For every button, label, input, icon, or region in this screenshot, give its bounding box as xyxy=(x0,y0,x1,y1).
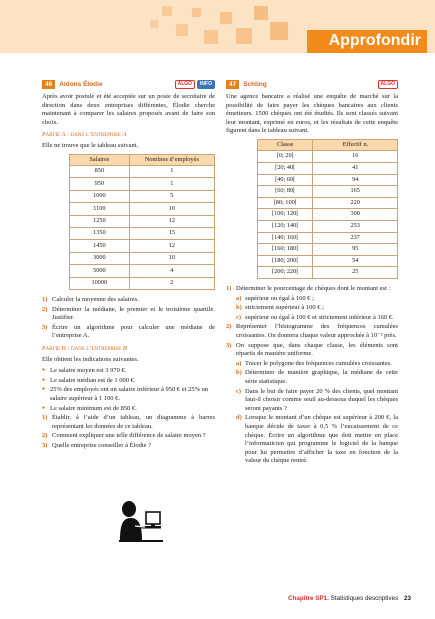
footer-chapter: Chapitre SP1. xyxy=(287,595,329,602)
part-b-questions xyxy=(42,414,215,450)
cheque-class-table xyxy=(257,139,398,279)
table-cell: 850 xyxy=(70,166,130,178)
table-cell: 165 xyxy=(313,186,398,198)
sub-question: c) Dans le but de faire payer 20 % des clients, quel montant faut-il choisir comme seuil au-dessous duquel les chèques seront payants ? xyxy=(236,387,398,412)
exercise-intro: Une agence bancaire a réalisé une enquête de marché sur la possibilité de faire payer les chèques bancaires aux clients émetteurs. 1500 chèques ont été étudiés. Ils sont classés suivant leur montant, exprimé en euros, et les résultats de cette enquête figurent dans le tableau suivant. xyxy=(226,93,398,135)
table-row xyxy=(70,277,215,289)
page-footer xyxy=(288,595,411,602)
page-title: Approfondir xyxy=(328,32,421,49)
bullet-icon: ● xyxy=(42,405,46,411)
table-cell: [60; 80[ xyxy=(258,186,313,198)
table-cell: 1100 xyxy=(70,203,130,215)
table-row xyxy=(258,174,398,186)
sub-question: a) Tracer le polygone des fréquences cumulées croissantes. xyxy=(236,359,392,367)
badges xyxy=(173,80,215,89)
table-cell: 1450 xyxy=(70,240,130,252)
table-row xyxy=(70,265,215,277)
table-cell: 41 xyxy=(313,163,398,175)
table-row xyxy=(258,186,398,198)
question: 3) Écrire un algorithme pour calculer une médiane de l’entreprise A. xyxy=(42,323,215,340)
bullet-icon: ● xyxy=(42,387,46,393)
table-cell: 5000 xyxy=(70,265,130,277)
table-row xyxy=(258,244,398,256)
table-row xyxy=(70,252,215,264)
table-cell: [40; 60[ xyxy=(258,174,313,186)
bullet-icon: ● xyxy=(42,377,46,383)
table-cell: [160; 180[ xyxy=(258,244,313,256)
table-row xyxy=(70,203,215,215)
exercise-47-header xyxy=(226,80,398,90)
table-cell: 950 xyxy=(70,178,130,190)
column-header: Effectif nᵢ xyxy=(313,139,398,151)
table-row xyxy=(258,267,398,279)
part-b-bullets xyxy=(42,367,215,413)
exercise-46 xyxy=(42,80,215,451)
question-3-subs xyxy=(226,360,398,466)
table-cell: 25 xyxy=(313,267,398,279)
sub-question: b) strictement supérieur à 100 € ; xyxy=(236,304,324,312)
table-row xyxy=(258,255,398,267)
table-cell: [80; 100[ xyxy=(258,197,313,209)
table-cell: 5 xyxy=(129,190,214,202)
part-b-intro: Elle obtient les indications suivantes. xyxy=(42,355,139,363)
table-cell: 1350 xyxy=(70,228,130,240)
part-a-intro: Elle ne trouve que le tableau suivant. xyxy=(42,141,139,149)
table-row xyxy=(258,151,398,163)
salary-table xyxy=(69,154,215,290)
question-1-subs xyxy=(226,295,398,323)
header-band xyxy=(0,0,435,53)
bullet-item: ● Le salaire médian est de 1 000 €. xyxy=(42,376,136,384)
table-cell: 54 xyxy=(313,255,398,267)
table-cell: 10 xyxy=(129,252,214,264)
table-cell: 10000 xyxy=(70,277,130,289)
question-2: 2) Représenter l’histogramme des fréquences cumulées croissantes. On donnera chaque valeur approchée à 10⁻² près. xyxy=(226,323,398,339)
table-cell: 94 xyxy=(313,174,398,186)
algo-badge: ALGO xyxy=(378,80,398,89)
question: 1) Établir, à l’aide d’un tableau, un diagramme à barres représentant les données de ce tableau. xyxy=(42,414,215,430)
bullet-item: ● Le salaire moyen est 3 970 €. xyxy=(42,367,127,375)
table-cell: [0; 20[ xyxy=(258,151,313,163)
table-row xyxy=(70,228,215,240)
table-row xyxy=(258,197,398,209)
footer-subject: Statistiques descriptives xyxy=(330,595,399,602)
part-b-title: Partie B : dans l’entreprise B xyxy=(42,344,127,352)
sub-question: c) supérieur ou égal à 100 € et strictement inférieur à 160 €. xyxy=(236,313,394,321)
exercise-intro: Après avoir postulé et été acceptée sur un poste de secrétaire de direction dans deux entreprises différentes, Élodie cherche maintenant à comparer les salaires proposés avant de faire son choix. xyxy=(42,93,215,126)
question: 2) Déterminer la médiane, le premier et le troisième quartile. Justifier. xyxy=(42,305,215,322)
part-a-title: Partie A : dans l’entreprise A xyxy=(42,131,127,139)
sub-question: d) Lorsque le montant d’un chèque est supérieur à 200 €, la banque décide de taxer à 0,5 % l’encaissement de ce chèque. Écrire un algorithme que doit mettre en place l’informaticien qui programme le logiciel de la banque pour lui permettre d’afficher la taxe en fonction de la valeur du chèque rentré. xyxy=(236,414,398,465)
question-3: 3) On suppose que, dans chaque classe, les éléments sont répartis de manière uniforme. xyxy=(226,341,398,358)
table-row xyxy=(70,166,215,178)
question: 2) Comment expliquer une telle différence de salaire moyen ? xyxy=(42,432,206,440)
bullet-icon: ● xyxy=(42,368,46,374)
question: 1) Calculer la moyenne des salaires. xyxy=(42,295,139,303)
table-cell: [20; 40[ xyxy=(258,163,313,175)
table-cell: 220 xyxy=(313,197,398,209)
table-cell: 16 xyxy=(313,151,398,163)
table-row xyxy=(70,240,215,252)
table-cell: 1000 xyxy=(70,190,130,202)
exercise-title: Aidons Élodie xyxy=(59,81,103,88)
table-cell: 10 xyxy=(129,203,214,215)
table-cell: 3000 xyxy=(70,252,130,264)
question: 3) Quelle entreprise conseiller à Élodie ? xyxy=(42,441,152,449)
table-cell: [180; 200[ xyxy=(258,255,313,267)
exercise-number: 47 xyxy=(226,80,239,89)
page-number: 23 xyxy=(403,595,411,602)
badges xyxy=(376,80,398,89)
decorative-squares xyxy=(150,0,290,53)
table-cell: 253 xyxy=(313,221,398,233)
table-row xyxy=(258,209,398,221)
table-cell: 95 xyxy=(313,244,398,256)
table-row xyxy=(70,190,215,202)
table-cell: 2 xyxy=(129,277,214,289)
table-row xyxy=(70,178,215,190)
bullet-item: ● Le salaire minimum est de 850 €. xyxy=(42,404,137,412)
column-header: Classe xyxy=(258,139,313,151)
table-cell: 300 xyxy=(313,209,398,221)
exercise-46-header xyxy=(42,80,215,90)
table-cell: 237 xyxy=(313,232,398,244)
table-cell: 1 xyxy=(129,178,214,190)
table-row xyxy=(258,232,398,244)
bullet-item: ● 25% des employés ont un salaire inférieur à 950 € et 25% un salaire supérieur à 1 100 €. xyxy=(42,386,209,402)
exercise-title: Schling xyxy=(243,81,267,88)
table-cell: [140; 160[ xyxy=(258,232,313,244)
table-cell: 12 xyxy=(129,215,214,227)
table-row xyxy=(258,163,398,175)
exercise-47 xyxy=(226,80,398,467)
sub-question: a) supérieur ou égal à 160 € ; xyxy=(236,294,314,302)
exercise-number: 46 xyxy=(42,80,55,89)
table-cell: 1 xyxy=(129,166,214,178)
column-header: Nombres d’employés xyxy=(129,154,214,166)
table-cell: 15 xyxy=(129,228,214,240)
sub-question: b) Déterminer de manière graphique, la médiane de cette série statistique. xyxy=(236,369,398,385)
person-at-computer-illustration xyxy=(115,500,165,544)
table-cell: 4 xyxy=(129,265,214,277)
table-row xyxy=(70,215,215,227)
algo-badge: ALGO xyxy=(175,80,195,89)
part-a-questions xyxy=(42,296,215,341)
info-badge: INFO xyxy=(197,80,215,89)
table-row xyxy=(258,221,398,233)
table-cell: 12 xyxy=(129,240,214,252)
table-cell: [120; 140[ xyxy=(258,221,313,233)
table-cell: 1250 xyxy=(70,215,130,227)
question-1: 1) Déterminer le pourcentage de chèques dont le montant est : xyxy=(226,285,391,292)
table-cell: [200; 220[ xyxy=(258,267,313,279)
column-header: Salaires xyxy=(70,154,130,166)
table-cell: [100; 120[ xyxy=(258,209,313,221)
